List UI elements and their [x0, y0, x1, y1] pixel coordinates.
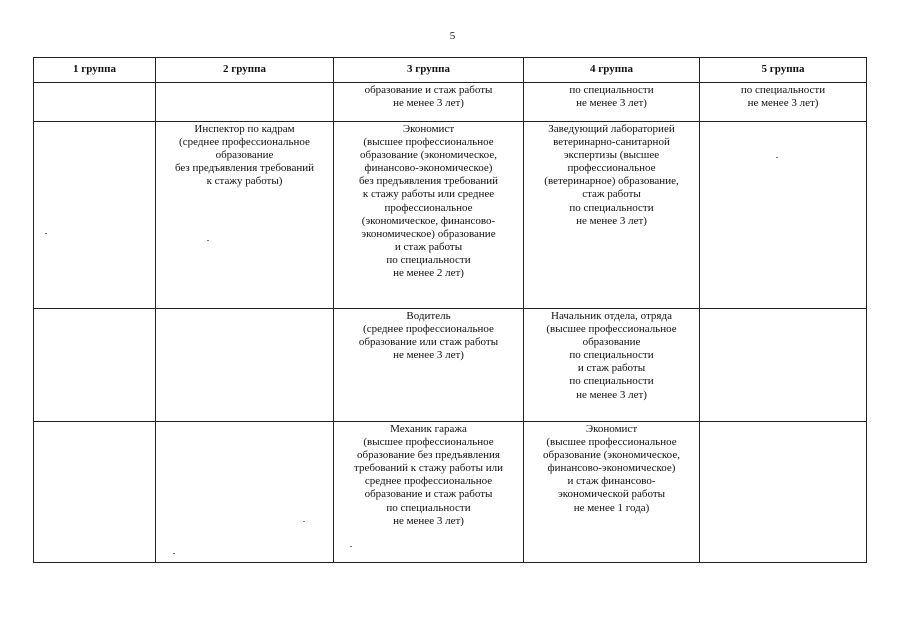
cell-text-line: не менее 3 лет) — [393, 97, 464, 110]
cell-text-line: не менее 1 года) — [573, 501, 650, 514]
table-header-row — [34, 58, 867, 83]
scan-speck — [776, 157, 778, 158]
cell-text-line: по специальности — [569, 349, 654, 362]
cell-text-line: не менее 3 лет) — [747, 97, 819, 110]
cell-text-line: образование — [582, 336, 641, 349]
cell-text-line: образование (экономическое, — [360, 149, 497, 162]
header-group-2: 2 группа — [156, 58, 334, 83]
cell-text-line: не менее 3 лет) — [576, 214, 647, 227]
cell-text-line: Водитель — [406, 310, 451, 322]
cell-text-line: по специальности — [569, 84, 654, 96]
cell-text-line: не менее 3 лет) — [393, 514, 464, 527]
cell-text-line: Экономист — [585, 423, 638, 435]
cell-text-line: к стажу работы) — [206, 175, 283, 188]
scan-speck — [45, 233, 47, 234]
cell-text-line: образование и стаж работы — [364, 84, 493, 96]
cell-text-line: (ветеринарное) образование, — [544, 175, 679, 188]
cell-text-line: (среднее профессиональное — [179, 136, 310, 149]
cell-text-line: по специальности — [569, 201, 654, 214]
table-cell-group-4 — [524, 422, 700, 563]
cell-text-line: без предъявления требований — [174, 162, 315, 175]
table-cell-group-5 — [700, 83, 867, 122]
header-group-4: 4 группа — [524, 58, 700, 83]
table-cell-group-1 — [34, 422, 156, 563]
table-cell-group-5 — [700, 309, 867, 422]
scan-speck — [173, 553, 175, 554]
cell-text-line: по специальности — [386, 501, 471, 514]
cell-text-line: по специальности — [740, 84, 826, 96]
cell-text-line: (высшее профессиональное — [363, 436, 494, 449]
cell-text-line: образование (экономическое, — [543, 449, 680, 462]
table-cell-group-3 — [334, 422, 524, 563]
cell-text-line: среднее профессиональное — [364, 475, 493, 488]
cell-text-line: к стажу работы или среднее — [362, 188, 495, 201]
cell-text-line: ветеринарно-санитарной — [553, 136, 670, 149]
cell-text-line: образование или стаж работы — [358, 336, 499, 349]
cell-text-line: профессиональное — [567, 162, 656, 175]
table-cell-group-1 — [34, 83, 156, 122]
cell-text-line: экономическое) образование — [361, 227, 496, 240]
table-row — [34, 122, 867, 309]
cell-text-line: экспертизы (высшее — [563, 149, 660, 162]
table-cell-group-2 — [156, 309, 334, 422]
cell-text-line: не менее 2 лет) — [393, 267, 464, 280]
table-cell-group-3 — [334, 83, 524, 122]
cell-text-line: (высшее профессиональное — [363, 136, 494, 149]
table-cell-group-2 — [156, 83, 334, 122]
page-number: 5 — [449, 30, 456, 42]
cell-text-line: стаж работы — [582, 188, 641, 201]
table-cell-group-2 — [156, 422, 334, 563]
cell-text-line: Начальник отдела, отряда — [551, 310, 672, 322]
cell-text-line: (экономическое, финансово- — [361, 214, 496, 227]
cell-text-line: образование и стаж работы — [364, 488, 493, 501]
cell-text-line: образование без предъявления — [357, 449, 500, 462]
table-row — [34, 309, 867, 422]
table-cell-group-5 — [700, 122, 867, 309]
scan-speck — [303, 521, 305, 522]
table-row — [34, 422, 867, 563]
cell-text-line: Инспектор по кадрам — [194, 123, 295, 135]
header-group-5: 5 группа — [700, 58, 867, 83]
cell-text-line: Экономист — [402, 123, 455, 135]
table-cell-group-5 — [700, 422, 867, 563]
header-group-3: 3 группа — [334, 58, 524, 83]
cell-text-line: по специальности — [569, 375, 654, 388]
cell-text-line: (высшее профессиональное — [546, 323, 677, 336]
qualification-groups-table — [33, 57, 867, 563]
cell-text-line: по специальности — [386, 253, 471, 266]
cell-text-line: не менее 3 лет) — [576, 388, 647, 401]
cell-text-line: (среднее профессиональное — [363, 323, 494, 336]
cell-text-line: экономической работы — [557, 488, 666, 501]
cell-text-line: финансово-экономическое) — [547, 462, 676, 475]
table-cell-group-4 — [524, 309, 700, 422]
table-cell-group-4 — [524, 83, 700, 122]
cell-text-line: профессиональное — [384, 201, 473, 214]
header-group-1: 1 группа — [34, 58, 156, 83]
table-cell-group-1 — [34, 309, 156, 422]
table-body — [34, 83, 867, 563]
scan-speck — [207, 240, 209, 241]
table-cell-group-2 — [156, 122, 334, 309]
table-cell-group-3 — [334, 309, 524, 422]
cell-text-line: Механик гаража — [390, 423, 467, 435]
cell-text-line: не менее 3 лет) — [576, 97, 647, 110]
cell-text-line: образование — [215, 149, 274, 162]
cell-text-line: Заведующий лабораторией — [548, 123, 675, 135]
cell-text-line: финансово-экономическое) — [364, 162, 493, 175]
cell-text-line: и стаж работы — [577, 362, 646, 375]
cell-text-line: не менее 3 лет) — [393, 349, 464, 362]
table-row — [34, 83, 867, 122]
cell-text-line: без предъявления требований — [358, 175, 499, 188]
scan-speck — [350, 546, 352, 547]
table-cell-group-3 — [334, 122, 524, 309]
table-cell-group-4 — [524, 122, 700, 309]
table-cell-group-1 — [34, 122, 156, 309]
cell-text-line: (высшее профессиональное — [546, 436, 677, 449]
cell-text-line: и стаж финансово- — [567, 475, 656, 488]
cell-text-line: требований к стажу работы или — [354, 462, 503, 475]
cell-text-line: и стаж работы — [394, 240, 463, 253]
